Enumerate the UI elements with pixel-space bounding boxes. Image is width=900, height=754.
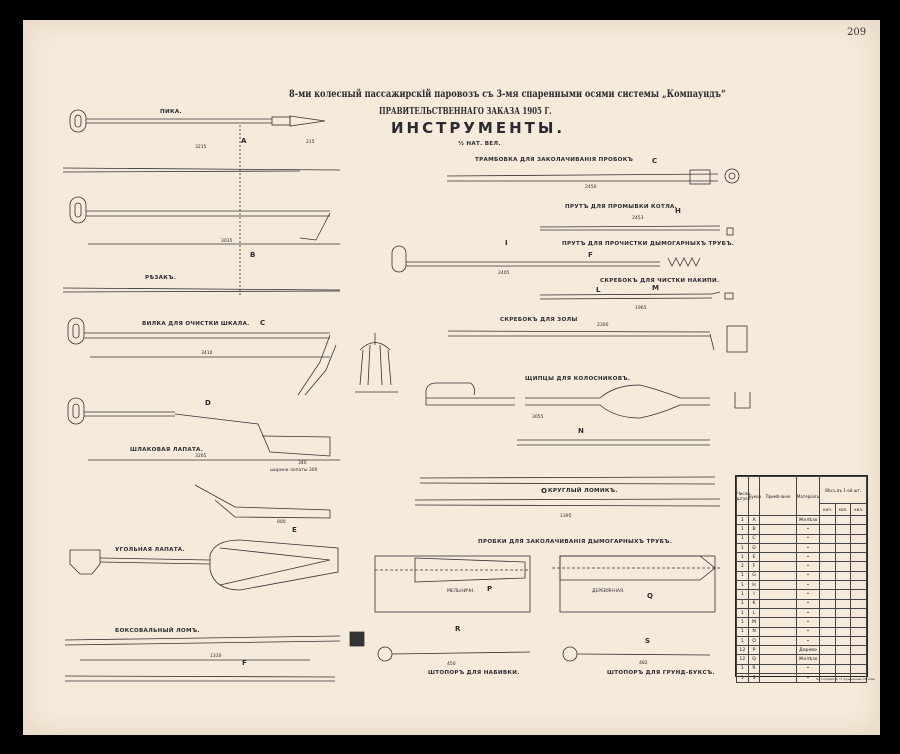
table-cell: • (796, 581, 819, 590)
table-row (737, 636, 867, 645)
table-cell (835, 664, 851, 673)
label-vilka: ВИЛКА ДЛЯ ОЧИСТКИ ШКАЛА. (142, 321, 250, 327)
table-cell (760, 534, 796, 543)
dim-r1: 450 (447, 662, 456, 667)
label-melnaya: МЕЛЬНИЧН. (447, 589, 475, 594)
table-cell (835, 618, 851, 627)
table-cell: 1 (737, 571, 749, 580)
table-cell (760, 646, 796, 655)
table-cell: B (748, 525, 760, 534)
letter-p: P (487, 585, 493, 593)
table-cell (820, 571, 836, 580)
table-cell (835, 571, 851, 580)
title-line-1: 8-ми колесный пассажирскій паровозъ съ 3-мя спаренными осями системы „Компаундъ“ (289, 88, 726, 100)
table-cell (835, 636, 851, 645)
th-count: Число штукъ (737, 477, 749, 516)
table-cell (835, 543, 851, 552)
vilka-drawing (68, 318, 398, 395)
letter-m: M (652, 284, 659, 292)
table-cell (835, 562, 851, 571)
page-number: 209 (847, 27, 867, 38)
table-cell: Желѣзо (796, 655, 819, 664)
dim-a2: 215 (306, 140, 315, 145)
table-cell: 1 (737, 581, 749, 590)
table-cell (820, 627, 836, 636)
table-cell (760, 599, 796, 608)
dim-e1: 800 (277, 520, 286, 525)
table-row (737, 581, 867, 590)
table-cell (760, 655, 796, 664)
th-material: Матеріалъ (796, 477, 819, 516)
table-cell (820, 516, 836, 525)
table-row (737, 590, 867, 599)
label-rezak: РѢЗАКЪ. (145, 275, 177, 281)
table-cell (760, 562, 796, 571)
dim-c2: 2450 (585, 185, 597, 190)
table-cell (820, 599, 836, 608)
letter-n: N (578, 427, 584, 435)
dim-f1: 1330 (210, 654, 222, 659)
table-cell: • (796, 525, 819, 534)
table-cell (820, 655, 836, 664)
dim-h1: 2453 (632, 216, 644, 221)
table-row (737, 534, 867, 543)
table-cell (760, 664, 796, 673)
dim-b1: 3035 (221, 239, 233, 244)
table-cell (760, 516, 796, 525)
table-cell: 1 (737, 590, 749, 599)
table-cell: • (796, 571, 819, 580)
table-cell (851, 599, 867, 608)
table-cell (851, 636, 867, 645)
table-cell: 1 (737, 627, 749, 636)
table-cell (851, 534, 867, 543)
table-cell (851, 571, 867, 580)
table-cell: H (748, 581, 760, 590)
label-shchipcy: ЩИПЦЫ ДЛЯ КОЛОСНИКОВЪ. (525, 376, 631, 382)
table-cell: Q (748, 655, 760, 664)
table-cell (760, 581, 796, 590)
table-cell (760, 543, 796, 552)
table-cell (760, 636, 796, 645)
table-row (737, 553, 867, 562)
table-row (737, 646, 867, 655)
table-cell (820, 636, 836, 645)
table-cell (851, 581, 867, 590)
label-skreb-nakip: СКРЕБОКЪ ДЛЯ ЧИСТКИ НАКИПИ. (600, 278, 720, 284)
dim-d2: 340 (298, 461, 307, 466)
table-cell: • (796, 664, 819, 673)
table-cell (851, 590, 867, 599)
dim-c1: 3410 (201, 351, 213, 356)
table-cell (760, 525, 796, 534)
table-row (737, 599, 867, 608)
label-prut-trub: ПРУТЪ ДЛЯ ПРОЧИСТКИ ДЫМОГАРНЫХЪ ТРУБЪ. (562, 241, 735, 247)
table-cell: • (796, 618, 819, 627)
table-cell: 1 (737, 636, 749, 645)
label-shlak-note: ширина лопаты 300 (270, 468, 318, 473)
table-cell (760, 590, 796, 599)
table-cell (835, 608, 851, 617)
dim-o1: 1395 (560, 514, 572, 519)
table-cell (851, 562, 867, 571)
table-cell (820, 581, 836, 590)
table-cell (851, 553, 867, 562)
table-row (737, 664, 867, 673)
table-cell (835, 525, 851, 534)
dim-a1: 3215 (195, 145, 207, 150)
dim-d1: 3265 (195, 454, 207, 459)
title-line-2: ПРАВИТЕЛЬСТВЕННАГО ЗАКАЗА 1905 Г. (379, 107, 552, 117)
table-cell: 1 (737, 543, 749, 552)
table-cell: Желѣзо (796, 516, 819, 525)
table-cell: Дерево (796, 646, 819, 655)
table-row (737, 655, 867, 664)
table-cell (851, 664, 867, 673)
table-cell (851, 543, 867, 552)
table-cell: 2 (737, 562, 749, 571)
letter-r: R (455, 625, 461, 633)
table-cell: 1 (737, 618, 749, 627)
th-sub: кил. (820, 504, 836, 516)
imprint: Литографія Д. Н. Кушнерева, Москва (816, 677, 875, 681)
table-cell: M (748, 618, 760, 627)
table-cell: • (796, 590, 819, 599)
table-cell (760, 674, 796, 683)
table-cell: 12 (737, 655, 749, 664)
table-cell: E (748, 553, 760, 562)
label-boks: БОКСОВАЛЬНЫЙ ЛОМЪ. (115, 628, 200, 634)
letter-e: E (292, 526, 297, 534)
table-row (737, 543, 867, 552)
table-cell (835, 534, 851, 543)
rezak-drawing (63, 197, 340, 292)
table-cell: • (796, 553, 819, 562)
th-letter: Буква (748, 477, 760, 516)
letter-l: L (596, 286, 601, 294)
table-cell (851, 646, 867, 655)
table-cell (760, 608, 796, 617)
table-cell (760, 618, 796, 627)
th-sub: кил. (835, 504, 851, 516)
table-cell (851, 608, 867, 617)
table-cell: • (796, 543, 819, 552)
table-cell (820, 608, 836, 617)
table-cell: A (748, 516, 760, 525)
table-cell: N (748, 627, 760, 636)
table-cell (760, 553, 796, 562)
label-prut-kotla: ПРУТЪ ДЛЯ ПРОМЫВКИ КОТЛА. (565, 204, 678, 210)
label-shlak: ШЛАКОВАЯ ЛАПАТА. (130, 447, 204, 453)
table-cell: L (748, 608, 760, 617)
th-weight: Вѣсъ въ 1-ой шт. (820, 477, 867, 504)
title-scale: ½ НАТ. ВЕЛ. (458, 141, 501, 147)
table-cell (820, 646, 836, 655)
table-cell: I (748, 590, 760, 599)
letter-s: S (645, 637, 651, 645)
label-pika: ПИКА. (160, 109, 182, 115)
table-cell: K (748, 599, 760, 608)
table-cell (820, 534, 836, 543)
table-cell (820, 525, 836, 534)
label-krug-lom: КРУГЛЫЙ ЛОМИКЪ. (548, 488, 618, 494)
table-cell: • (796, 636, 819, 645)
table-cell (851, 516, 867, 525)
letter-i: I (505, 239, 508, 247)
ugol-drawing (70, 485, 338, 590)
label-shtopor-grund: ШТОПОРЪ ДЛЯ ГРУНД-БУКСЪ. (607, 670, 715, 676)
table-cell: • (796, 608, 819, 617)
table-cell (851, 525, 867, 534)
table-cell: • (796, 599, 819, 608)
letter-d: D (205, 399, 211, 407)
table-cell (820, 590, 836, 599)
table-cell: • (796, 534, 819, 543)
letter-q: Q (647, 592, 653, 600)
table-cell (851, 655, 867, 664)
table-cell: D (748, 543, 760, 552)
table-row (737, 627, 867, 636)
letter-c2: C (652, 157, 658, 165)
letter-o: O (541, 487, 547, 495)
table-cell (835, 646, 851, 655)
th-note: Примѣчаніе (760, 477, 796, 516)
table-cell: 1 (737, 525, 749, 534)
letter-b: B (250, 251, 256, 259)
table-cell (835, 516, 851, 525)
table-cell (820, 664, 836, 673)
label-probki: ПРОБКИ ДЛЯ ЗАКОЛАЧИВАНІЯ ДЫМОГАРНЫХЪ ТРУБЪ. (478, 539, 673, 545)
letter-h: H (675, 207, 681, 215)
table-row (737, 525, 867, 534)
table-cell (835, 581, 851, 590)
letter-a: A (241, 137, 247, 145)
table-row (737, 516, 867, 525)
table-cell (835, 599, 851, 608)
title-line-3: ИНСТРУМЕНТЫ. (391, 119, 566, 137)
table-cell: P (748, 646, 760, 655)
dim-l1: 1965 (635, 306, 647, 311)
label-shtopor-nab: ШТОПОРЪ ДЛЯ НАБИВКИ. (428, 670, 520, 676)
table-cell: 12 (737, 646, 749, 655)
label-ugol: УГОЛЬНАЯ ЛАПАТА. (115, 547, 185, 553)
table-cell: G (748, 571, 760, 580)
label-skreb-zola: СКРЕБОКЪ ДЛЯ ЗОЛЫ (500, 317, 578, 323)
letter-f: F (242, 659, 247, 667)
table-cell: S (748, 674, 760, 683)
table-cell: 1 (737, 674, 749, 683)
dim-i1: 2405 (498, 271, 510, 276)
dim-n1: 3055 (532, 415, 544, 420)
table-cell (820, 543, 836, 552)
table-cell (851, 618, 867, 627)
table-cell (820, 618, 836, 627)
table-cell: • (796, 627, 819, 636)
table-row (737, 618, 867, 627)
table-cell (835, 553, 851, 562)
table-cell: 1 (737, 664, 749, 673)
table-cell: 1 (737, 608, 749, 617)
letter-f2: F (588, 251, 593, 259)
table-cell: • (796, 562, 819, 571)
table-cell: F (748, 562, 760, 571)
table-cell (760, 571, 796, 580)
th-sub: кил. (851, 504, 867, 516)
letter-c: C (260, 319, 266, 327)
table-cell (835, 627, 851, 636)
table-cell (760, 627, 796, 636)
table-cell: C (748, 534, 760, 543)
table-row (737, 562, 867, 571)
table-cell: 1 (737, 534, 749, 543)
table-cell (851, 627, 867, 636)
table-cell: 1 (737, 516, 749, 525)
table-row (737, 571, 867, 580)
table-row (737, 608, 867, 617)
dim-s1: 482 (639, 661, 648, 666)
table-cell: • (796, 674, 819, 683)
table-cell: O (748, 636, 760, 645)
table-cell: 1 (737, 553, 749, 562)
shlak-drawing (68, 398, 340, 460)
table-cell (820, 553, 836, 562)
dim-m1: 2300 (597, 323, 609, 328)
table-cell (835, 590, 851, 599)
table-cell: R (748, 664, 760, 673)
table-cell: 1 (737, 599, 749, 608)
label-derevyannaya: ДЕРЕВЯННАЯ. (592, 589, 625, 594)
pika-drawing (63, 110, 340, 295)
label-tramb: ТРАМБОВКА ДЛЯ ЗАКОЛАЧИВАНІЯ ПРОБОКЪ (475, 157, 634, 163)
table-cell (835, 655, 851, 664)
table-cell (820, 562, 836, 571)
